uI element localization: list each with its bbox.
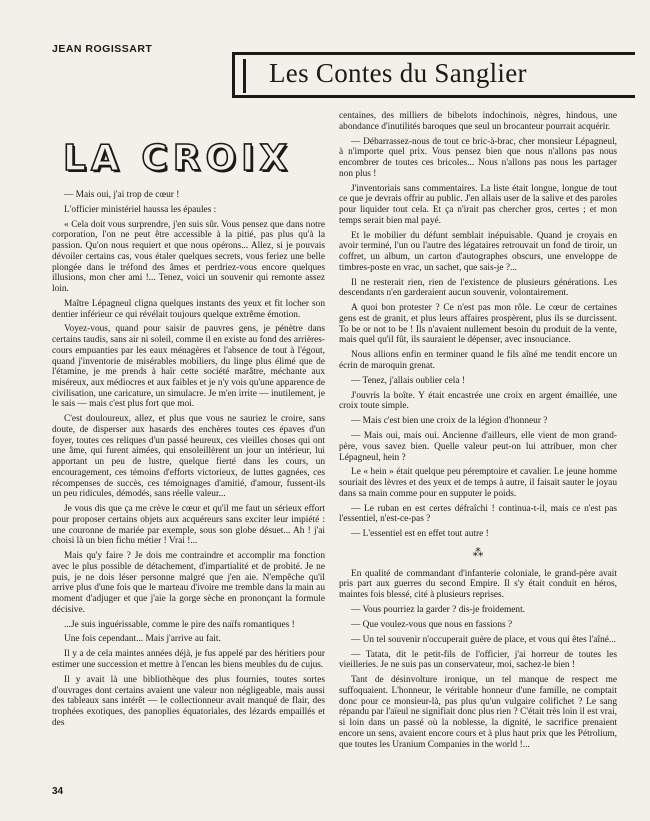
paragraph: Et le mobilier du défunt semblait inépuisable. Quand je croyais en avoir terminé, l'un ou l'autre des légataires retrouvait un fond de tiroir, un coffret, un album, un carton d'autographes obscurs, une enveloppe de timbres-poste en vrac, un sachet, que sais-je ?... [339,230,617,273]
paragraph: — Mais c'est bien une croix de la légion d'honneur ? [351,416,548,427]
paragraph: Maître Lépagneul cligna quelques instants des yeux et fit locher son dentier inférieur ce qui révélait toujours quelque extrême émotion. [52,298,325,320]
paragraph: Voyez-vous, quand pour saisir de pauvres gens, je pénètre dans certains taudis, sans air ni soleil, comme il en existe au fond des arrières-cours empuanties par les eaux ménagères et l'absence de tout à l'égout, quand j'inventorie de misérables mobiliers, du linge plus élimé que de l'étamine, je me prends à haïr cette société marâtre, méchante aux miséreux, aux médiocres et aux faibles et je n'y vois qu'une apparence de civilisation, une caricature, un simulacre. Je m'en irrite — inutilement, je le sais — mais c'est plus fort que moi. [52,324,325,410]
paragraph: A quoi bon protester ? Ce n'est pas mon rôle. Le cœur de certaines gens est de granit, et plus leurs affaires prospèrent, plus ils se durcissent. To be or not to be ! Ils n'avaient nullement besoin du produit de la vente, mais quel qu'il fût, ils sauraient le dépenser, avec insouciance. [339,303,617,346]
paragraph: centaines, des milliers de bibelots indochinois, nègres, hindous, une abondance d'inutilités baroques que seul un brocanteur pourrait acquérir. [339,111,617,132]
paragraph: J'inventoriais sans commentaires. La liste était longue, longue de tout ce que je devrais offrir au public. J'en allais user de la salive et des paroles pour liquider tout cela. Et ça n'irait pas chercher gros, certes ; et mon temps serait bien mal payé. [339,183,617,226]
paragraph: Il ne resterait rien, rien de l'existence de plusieurs générations. Les descendants n'en garderaient aucun souvenir, volontairement. [339,277,617,299]
page-number: 34 [52,786,64,797]
header-rule [243,59,246,93]
right-column-part-two [339,569,617,750]
paragraph: — Que voulez-vous que nous en fassions ? [351,619,513,630]
right-text-column [339,111,617,801]
paragraph: — Tatata, dit le petit-fils de l'officier, j'ai horreur de toutes les vieilleries. Je ne suis pas un conservateur, moi, sachez-le bien ! [339,649,617,671]
paragraph: ...Je suis inguérissable, comme le pire des naïfs romantiques ! [64,619,295,630]
paragraph: « Cela doit vous surprendre, j'en suis sûr. Vous pensez que dans notre corporation, l'on ne peut être accessible à la pitié, pas plus qu'à la passion. Qu'on nous requiert et que nous opérons... Allez, si je pouvais dévoiler certains cas, vous étaler quelques secrets, vous feriez une belle plongée dans le tréfond des âmes et perdriez-vous encore quelques illusions, mon cher ami !... Tenez, voici un souvenir qui remonte assez loin. [52,219,325,294]
story-title: LA CROIX [63,138,293,179]
paragraph: Le « hein » était quelque peu péremptoire et cavalier. Le jeune homme souriait des lèvres et des yeux et de temps à autre, il faisait sauter le joyau dans sa main comme pour en supputer le poids. [339,467,617,499]
paragraph: Je vous dis que ça me crève le cœur et qu'il me faut un sérieux effort pour proposer certains objets aux acquéreurs sans exciter leur impiété : une couronne de mariée par exemple, sous son globe désuet... Ah ! j'ai choisi là un bien fichu métier ! Vrai !... [52,504,325,547]
paragraph: J'ouvris la boîte. Y était encastrée une croix en argent émaillée, une croix toute simple. [339,390,617,412]
paragraph: — Mais oui, j'ai trop de cœur ! [64,190,180,200]
paragraph: — Un tel souvenir n'occuperait guère de place, et vous qui êtes l'aîné... [351,634,616,645]
paragraph: — Le ruban en est certes défraîchi ! continua-t-il, mais ce n'est pas l'essentiel, n'est-ce-pas ? [339,503,617,525]
paragraph: Il y a de cela maintes années déjà, je fus appelé par des héritiers pour estimer une succession et mettre à l'encan les biens meubles du de cujus. [52,649,325,670]
paragraph: C'est douloureux, allez, et plus que vous ne sauriez le croire, sans doute, de disperser aux hasards des enchères toutes ces épaves d'un foyer, toutes ces reliques d'un passé heureux, ces vieilles choses qui ont une âme, qui furent aimées, qui ensoleillèrent un jour un intérieur, lui apportant un peu de lustre, quelque fierté dans les cours, un encouragement, ces témoins d'efforts victorieux, de luttes gagnées, ces récompenses de succès, ces témoignages d'amitié, d'amour, fussent-ils un peu ridicules, démodés, sans réelle valeur... [52,414,325,500]
paragraph: — Tenez, j'allais oublier cela ! [351,375,465,386]
series-title: Les Contes du Sanglier [269,58,527,88]
left-text-column [52,190,325,775]
paragraph: L'officier ministériel haussa les épaules : [64,204,217,215]
paragraph: Tant de désinvolture ironique, un tel manque de respect me suffoquaient. L'honneur, le véritable honneur d'une famille, ne comptait donc pour ce monsieur-là, pas plus qu'un vulgaire colifichet ? Le sang répandu par l'aïeul ne signifiait donc plus rien ? C'était très loin il est vrai, si loin dans un passé où la noblesse, la dignité, le sacrifice prenaient encore un sens, avaient encore cours et à plus haut prix que les Pétrolium, que toutes les Uranium Companies in the world !... [339,675,617,750]
paragraph: Nous allions enfin en terminer quand le fils aîné me tendit encore un écrin de maroquin grenat. [339,350,617,371]
right-column-part-one [339,111,617,540]
paragraph: — Mais oui, mais oui. Ancienne d'ailleurs, elle vient de mon grand-père, vous savez bien. Quelle valeur peut-on lui attribuer, mon cher Lépagneul, hein ? [339,431,617,463]
section-ornament: ⁂ [472,547,484,560]
paragraph: Il y avait là une bibliothèque des plus fournies, toutes sortes d'ouvrages dont certains avaient une valeur non négligeable, mais aussi des tableaux sans intérêt — le collectionneur avait manqué de flair, des trophées exotiques, des panoplies équatoriales, des lézards empaillés et des [52,674,325,728]
paragraph: — L'essentiel est en effet tout autre ! [351,529,489,540]
paragraph: En qualité de commandant d'infanterie coloniale, le grand-père avait pris part aux guerres du second Empire. Il s'y était conduit en héros, maintes fois blessé, cité à plusieurs reprises. [339,568,617,601]
author-name: JEAN ROGISSART [52,43,153,55]
paragraph: Une fois cependant... Mais j'arrive au fait. [64,634,221,645]
paragraph: Mais qu'y faire ? Je dois me contraindre et accomplir ma fonction avec le plus possible de détachement, d'impartialité et de probité. Je ne puis, je ne dois léser personne malgré que j'en aie. N'empêche qu'il arrive plus d'une fois que le marteau d'ivoire me tremble dans la main au moment d'adjuger et que j'aie la gorge sèche en prononçant la formule décisive. [52,551,325,615]
paragraph: — Vous pourriez la garder ? dis-je froidement. [351,605,526,616]
paragraph: — Débarrassez-nous de tout ce bric-à-brac, cher monsieur Lépagneul, à n'importe quel prix. Vous pensez bien que nous n'allons pas nous encombrer de toutes ces bricoles... Nous n'allons pas nous les partager non plus ! [339,136,617,179]
